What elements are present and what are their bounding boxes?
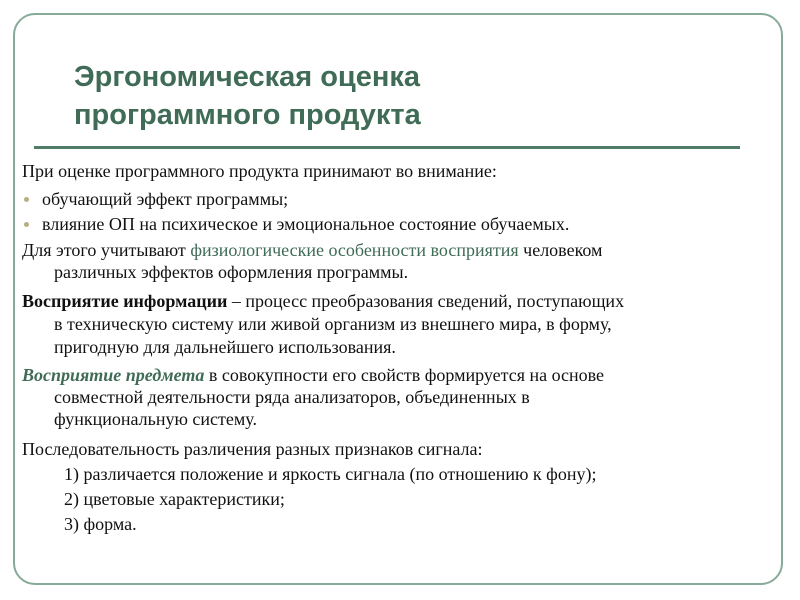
p1-before: Для этого учитывают [22,240,191,260]
bullet-text: обучающий эффект программы; [42,189,289,209]
paragraph-1-line-2: различных эффектов оформления программы. [54,262,409,282]
p1-after: человеком [518,240,603,260]
slide-title [74,58,714,134]
intro-text: При оценке программного продукта принимают во внимание: [22,161,497,181]
paragraph-2-line-3: пригодную для дальнейшего использования. [54,337,396,357]
list-item: 3) форма. [64,514,137,534]
paragraph-4-line-1: Последовательность различения разных признаков сигнала: [22,439,483,459]
bullet-text: влияние ОП на психическое и эмоциональное состояние обучаемых. [42,214,570,234]
list-item: 2) цветовые характеристики; [64,489,285,509]
p2-rest: – процесс преобразования сведений, поступающих [227,291,625,311]
bullet-dot-icon [24,222,29,227]
list-item: 1) различается положение и яркость сигнала (по отношению к фону); [64,464,597,484]
bullet-item [42,213,569,235]
p2-term: Восприятие информации [22,291,228,311]
p1-highlight: физиологические особенности восприятия [190,240,519,260]
paragraph-3-line-2: совместной деятельности ряда анализаторов, объединенных в [54,387,530,407]
bullet-item [42,188,288,210]
title-underline [34,146,740,149]
bullet-dot-icon [24,197,29,202]
title-line-1: Эргономическая оценка [74,61,421,93]
paragraph-2-line-1 [22,290,624,312]
paragraph-3-line-1 [22,364,604,386]
paragraph-3-line-3: функциональную систему. [54,409,257,429]
paragraph-2-line-2: в техническую систему или живой организм из внешнего мира, в форму, [54,314,612,334]
paragraph-1-line-1 [22,239,602,261]
title-line-2: программного продукта [74,99,421,131]
p3-rest: в совокупности его свойств формируется на основе [204,365,605,385]
p3-term: Восприятие предмета [22,365,205,385]
